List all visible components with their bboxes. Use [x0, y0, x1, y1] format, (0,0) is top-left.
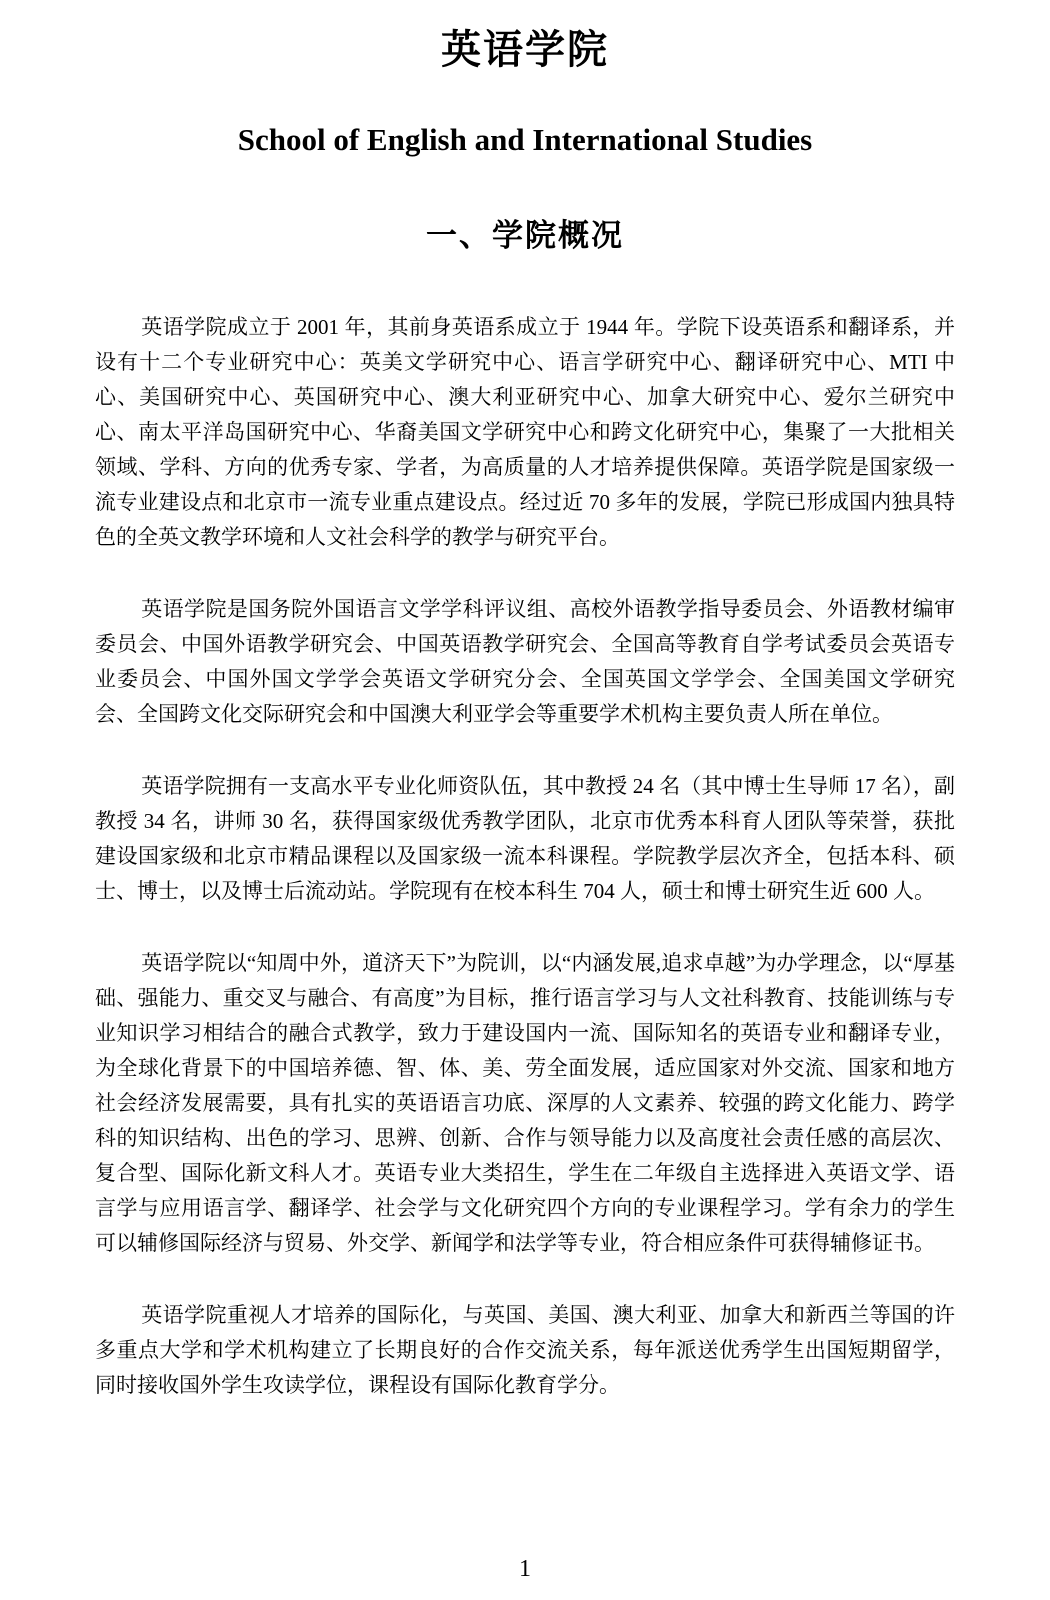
paragraph-overview: 英语学院成立于 2001 年，其前身英语系成立于 1944 年。学院下设英语系和翻译系，并设有十二个专业研究中心：英美文学研究中心、语言学研究中心、翻译研究中心、MTI 中心、美国研究中心、英国研究中心、澳大利亚研究中心、加拿大研究中心、爱尔兰研究中心、南太平洋岛国研究中心、华裔美国文学研究中心和跨文化研究中心，集聚了一大批相关领域、学科、方向的优秀专家、学者，为高质量的人才培养提供保障。英语学院是国家级一流专业建设点和北京市一流专业重点建设点。经过近 70 多年的发展，学院已形成国内独具特色的全英文教学环境和人文社会科学的教学与研究平台。 [95, 315, 955, 549]
page-title-chinese: 英语学院 [441, 28, 609, 72]
document-body [95, 310, 955, 1403]
paragraph-faculty: 英语学院拥有一支高水平专业化师资队伍，其中教授 24 名（其中博士生导师 17 名），副教授 34 名，讲师 30 名，获得国家级优秀教学团队，北京市优秀本科育人团队等荣誉，获批建设国家级和北京市精品课程以及国家级一流本科课程。学院教学层次齐全，包括本科、硕士、博士，以及博士后流动站。学院现有在校本科生 704 人，硕士和博士研究生近 600 人。 [95, 774, 955, 903]
page-number: 1 [519, 1556, 531, 1582]
page-title-english: School of English and International Studies [237, 122, 813, 157]
section-heading: 一、学院概况 [426, 218, 624, 253]
paragraph-internationalization: 英语学院重视人才培养的国际化，与英国、美国、澳大利亚、加拿大和新西兰等国的许多重点大学和学术机构建立了长期良好的合作交流关系，每年派送优秀学生出国短期留学，同时接收国外学生攻读学位，课程设有国际化教育学分。 [95, 1303, 955, 1397]
paragraph-academic-organizations: 英语学院是国务院外国语言文学学科评议组、高校外语教学指导委员会、外语教材编审委员会、中国外语教学研究会、中国英语教学研究会、全国高等教育自学考试委员会英语专业委员会、中国外国文学学会英语文学研究分会、全国英国文学学会、全国美国文学研究会、全国跨文化交际研究会和中国澳大利亚学会等重要学术机构主要负责人所在单位。 [95, 597, 955, 726]
paragraph-educational-philosophy: 英语学院以“知周中外，道济天下”为院训，以“内涵发展,追求卓越”为办学理念，以“厚基础、强能力、重交叉与融合、有高度”为目标，推行语言学习与人文社科教育、技能训练与专业知识学习相结合的融合式教学，致力于建设国内一流、国际知名的英语专业和翻译专业，为全球化背景下的中国培养德、智、体、美、劳全面发展，适应国家对外交流、国家和地方社会经济发展需要，具有扎实的英语语言功底、深厚的人文素养、较强的跨文化能力、跨学科的知识结构、出色的学习、思辨、创新、合作与领导能力以及高度社会责任感的高层次、复合型、国际化新文科人才。英语专业大类招生，学生在二年级自主选择进入英语文学、语言学与应用语言学、翻译学、社会学与文化研究四个方向的专业课程学习。学有余力的学生可以辅修国际经济与贸易、外交学、新闻学和法学等专业，符合相应条件可获得辅修证书。 [95, 951, 955, 1255]
